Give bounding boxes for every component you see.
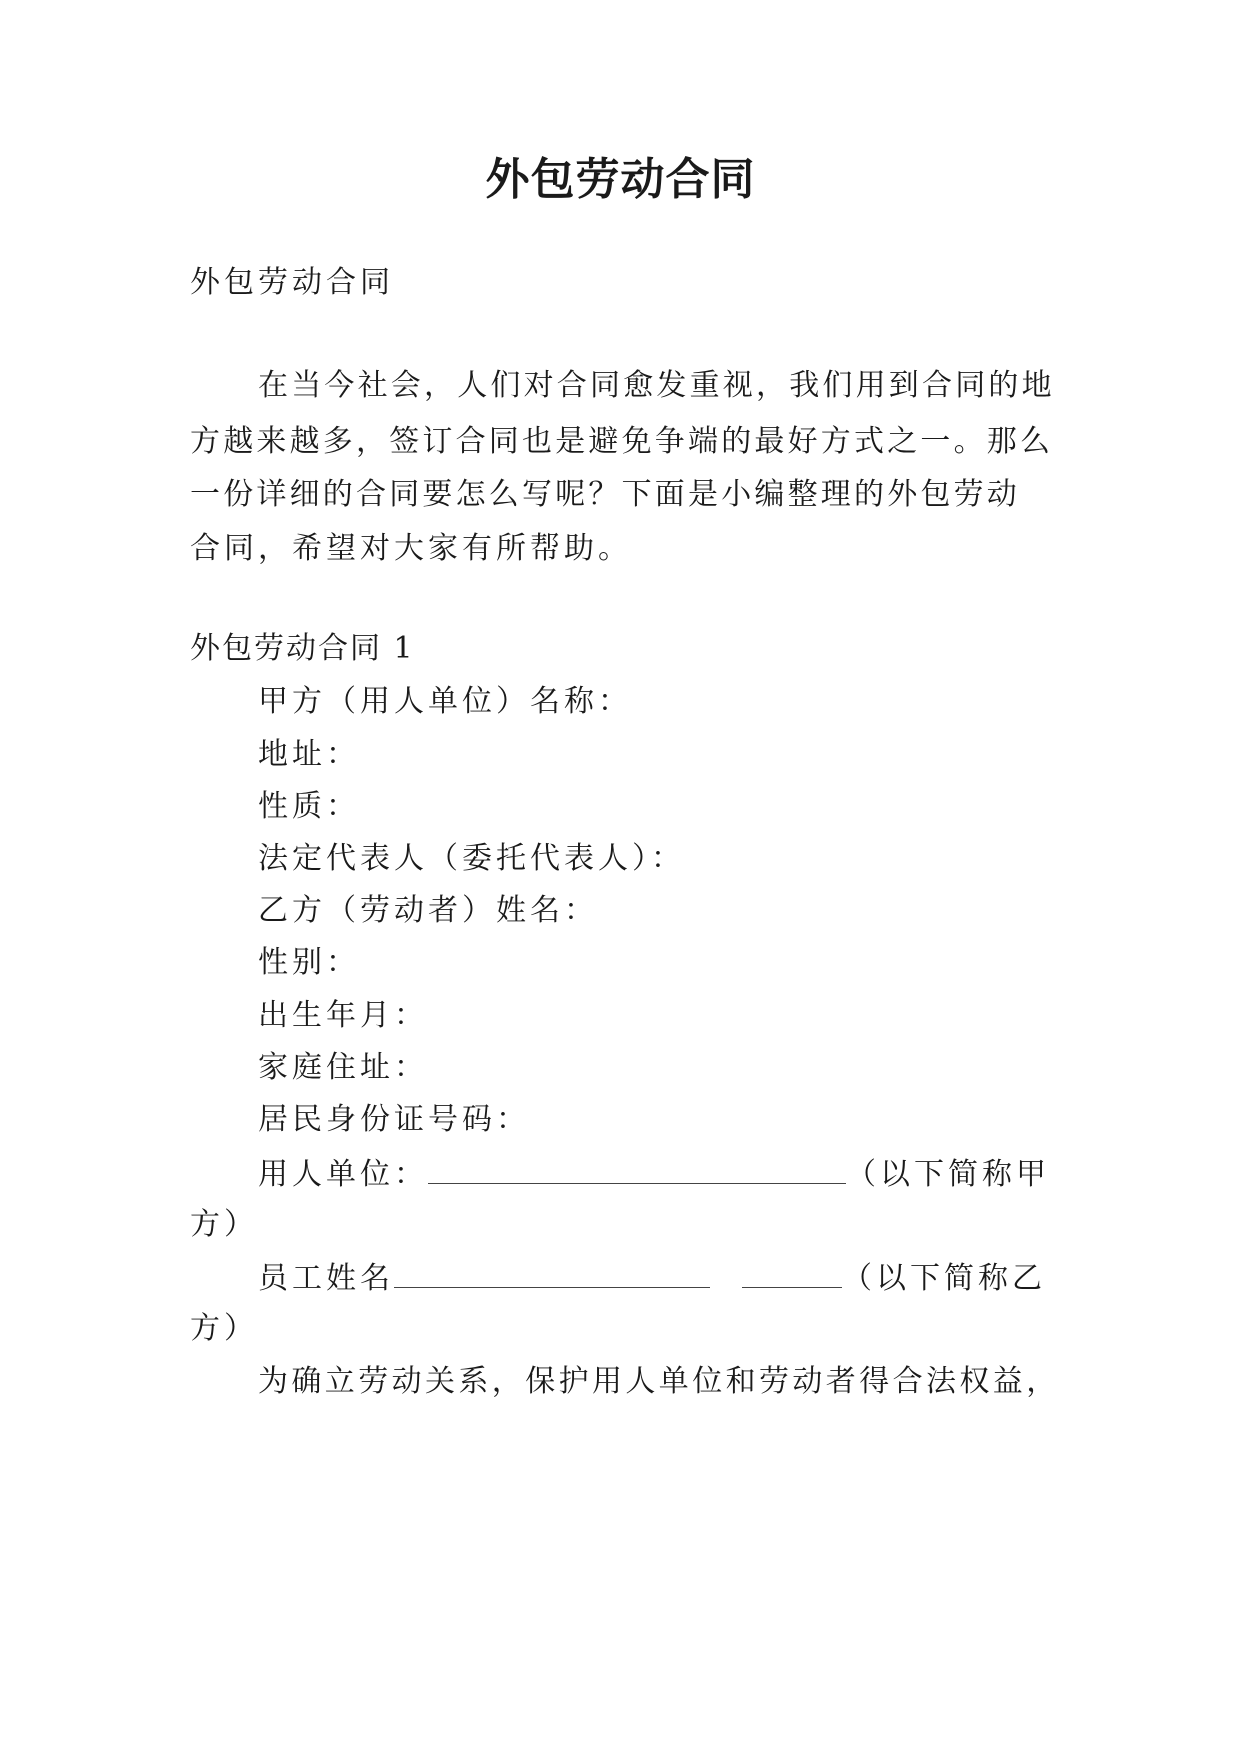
field-id-number: 居民身份证号码： bbox=[258, 1102, 530, 1137]
employee-line-wrap: 方） bbox=[190, 1311, 258, 1346]
employee-blank-1 bbox=[394, 1257, 710, 1288]
field-party-a-name: 甲方（用人单位）名称： bbox=[258, 684, 632, 719]
field-nature: 性质： bbox=[258, 789, 360, 824]
employer-suffix: （以下简称甲 bbox=[846, 1157, 1050, 1192]
purpose-line: 为确立劳动关系，保护用人单位和劳动者得合法权益， bbox=[258, 1364, 1060, 1399]
field-gender: 性别： bbox=[258, 945, 360, 980]
intro-line-1: 在当今社会，人们对合同愈发重视，我们用到合同的地 bbox=[258, 368, 1055, 403]
intro-line-3: 一份详细的合同要怎么写呢？下面是小编整理的外包劳动 bbox=[190, 477, 1020, 512]
employee-line bbox=[258, 1257, 1046, 1299]
field-party-b-name: 乙方（劳动者）姓名： bbox=[258, 893, 598, 928]
employer-line-wrap: 方） bbox=[190, 1207, 258, 1242]
field-legal-representative: 法定代表人（委托代表人）： bbox=[258, 841, 685, 876]
employee-label: 员工姓名 bbox=[258, 1261, 394, 1296]
employee-suffix: （以下简称乙 bbox=[842, 1261, 1046, 1296]
field-address: 地址： bbox=[258, 737, 360, 772]
employer-blank bbox=[428, 1153, 846, 1184]
employee-blank-2 bbox=[742, 1257, 842, 1288]
field-birth-date: 出生年月： bbox=[258, 998, 428, 1033]
intro-line-4: 合同，希望对大家有所帮助。 bbox=[190, 531, 632, 566]
field-home-address: 家庭住址： bbox=[258, 1050, 428, 1085]
employer-label: 用人单位： bbox=[258, 1157, 428, 1192]
document-subtitle: 外包劳动合同 bbox=[190, 265, 394, 300]
document-title: 外包劳动合同 bbox=[485, 154, 756, 205]
section-title: 外包劳动合同 1 bbox=[190, 631, 415, 666]
intro-line-2: 方越来越多，签订合同也是避免争端的最好方式之一。那么 bbox=[190, 424, 1054, 459]
employer-line bbox=[258, 1153, 1050, 1195]
